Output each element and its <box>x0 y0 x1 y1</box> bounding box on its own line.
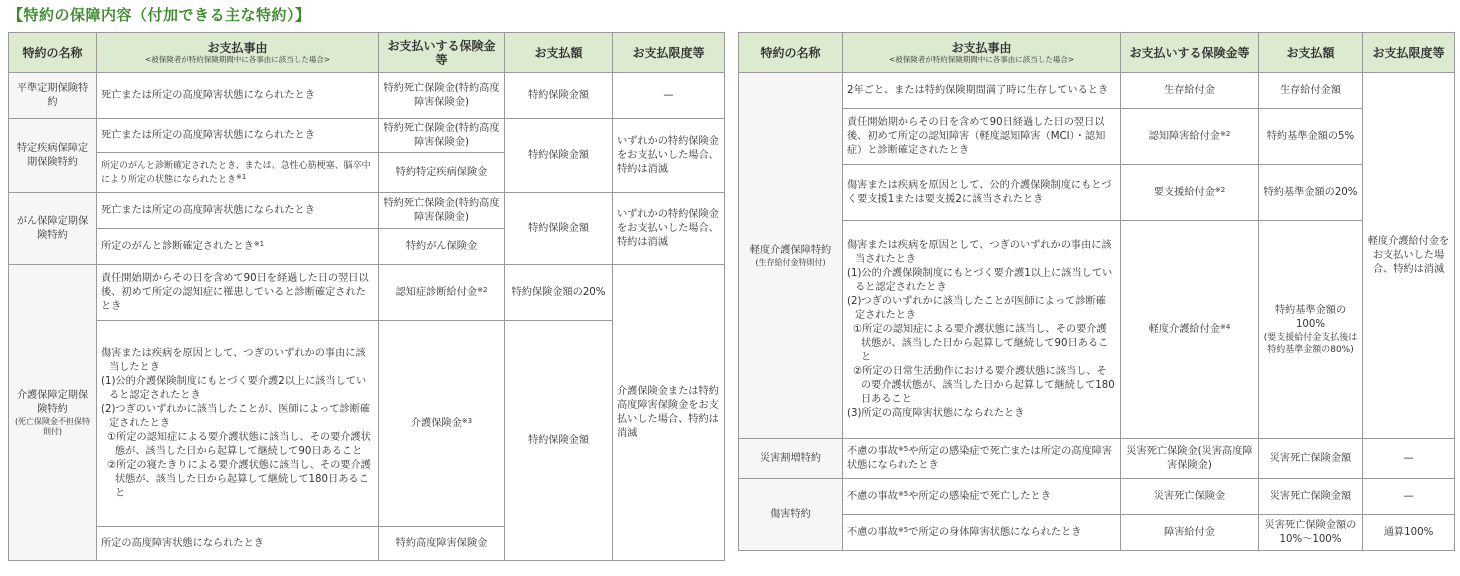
header-limit: お支払限度等 <box>1363 33 1455 73</box>
header-reason: お支払事由 <被保険者が特約保険期間中に各事由に該当した場合> <box>843 33 1121 73</box>
limit-cell: — <box>613 73 725 119</box>
limit-cell: 介護保険金または特約高度障害保険金をお支払いした場合、特約は消滅 <box>613 265 725 561</box>
right-rider-table <box>738 32 1455 551</box>
table-row <box>739 479 1455 515</box>
rider-name: 介護保障定期保険特約 (死亡保険金不担保特則付) <box>9 265 97 561</box>
reason-cell: 傷害または疾病を原因として、公的介護保険制度にもとづく要支援1または要支援2に該当されたとき <box>843 165 1121 221</box>
amount-cell: 生存給付金額 <box>1259 73 1363 109</box>
reason-cell: 不慮の事故$^{※5}$で所定の身体障害状態になられたとき <box>843 515 1121 551</box>
benefit-cell: 災害死亡保険金 <box>1121 479 1259 515</box>
reason-cell: 2年ごと、または特約保険期間満了時に生存しているとき <box>843 73 1121 109</box>
benefit-cell: 災害死亡保険金(災害高度障害保険金) <box>1121 439 1259 479</box>
amount-cell: 災害死亡保険金額 <box>1259 479 1363 515</box>
rider-name: 特定疾病保障定期保険特約 <box>9 119 97 193</box>
header-reason-sub: <被保険者が特約保険期間中に各事由に該当した場合> <box>888 54 1075 64</box>
rider-name: 傷害特約 <box>739 479 843 551</box>
amount-cell: 特約基準金額の20% <box>1259 165 1363 221</box>
limit-cell: いずれかの特約保険金をお支払いした場合、特約は消滅 <box>613 119 725 193</box>
benefit-cell: 軽度介護給付金$^{※4}$ <box>1121 221 1259 439</box>
header-reason: お支払事由 <被保険者が特約保険期間中に各事由に該当した場合> <box>97 33 379 73</box>
benefit-cell: 特約高度障害保険金 <box>379 527 505 561</box>
header-amount: お支払額 <box>1259 33 1363 73</box>
table-row <box>739 73 1455 109</box>
table-row <box>9 119 725 153</box>
reason-cell: 不慮の事故$^{※5}$や所定の感染症で死亡または所定の高度障害状態になられたとき <box>843 439 1121 479</box>
benefit-cell: 介護保険金$^{※3}$ <box>379 321 505 527</box>
header-benefit: お支払いする保険金等 <box>1121 33 1259 73</box>
header-benefit: お支払いする保険金等 <box>379 33 505 73</box>
table-row <box>739 165 1455 221</box>
reason-cell: 所定のがんと診断確定されたとき$^{※1}$ <box>97 229 379 265</box>
table-row <box>739 109 1455 165</box>
amount-cell: 特約基準金額の100% (要支援給付金支払後は特約基準金額の80%) <box>1259 221 1363 439</box>
benefit-cell: 生存給付金 <box>1121 73 1259 109</box>
amount-cell: 災害死亡保険金額の10%〜100% <box>1259 515 1363 551</box>
benefit-cell: 特約特定疾病保険金 <box>379 153 505 193</box>
table-row <box>739 439 1455 479</box>
table-row <box>9 73 725 119</box>
reason-cell: 所定のがんと診断確定されたとき、または、急性心筋梗塞、脳卒中により所定の状態になられたとき$^{※1}$ <box>97 153 379 193</box>
amount-cell: 特約保険金額 <box>505 119 613 193</box>
reason-cell: 死亡または所定の高度障害状態になられたとき <box>97 119 379 153</box>
header-amount: お支払額 <box>505 33 613 73</box>
rider-name: 軽度介護保障特約 (生存給付金特則付) <box>739 73 843 439</box>
benefit-cell: 特約死亡保険金(特約高度障害保険金) <box>379 73 505 119</box>
benefit-cell: 認知障害給付金$^{※2}$ <box>1121 109 1259 165</box>
benefit-cell: 認知症診断給付金$^{※2}$ <box>379 265 505 321</box>
header-name: 特約の名称 <box>9 33 97 73</box>
amount-cell: 特約保険金額 <box>505 193 613 265</box>
reason-cell: 責任開始期からその日を含めて90日を経過した日の翌日以後、初めて所定の認知症に罹患していると診断確定されたとき <box>97 265 379 321</box>
rider-name: がん保障定期保険特約 <box>9 193 97 265</box>
rider-note: (死亡保険金不担保特則付) <box>14 416 91 436</box>
reason-cell: 所定の高度障害状態になられたとき <box>97 527 379 561</box>
reason-cell: 死亡または所定の高度障害状態になられたとき <box>97 193 379 229</box>
limit-cell: — <box>1363 479 1455 515</box>
header-limit: お支払限度等 <box>613 33 725 73</box>
benefit-cell: 障害給付金 <box>1121 515 1259 551</box>
reason-cell: 責任開始期からその日を含めて90日経過した日の翌日以後、初めて所定の認知障害（軽度認知障害（MCI）・認知症）と診断確定されたとき <box>843 109 1121 165</box>
limit-cell: 軽度介護給付金をお支払いした場合、特約は消滅 <box>1363 73 1455 439</box>
table-row <box>739 221 1455 439</box>
page-title: 【特約の保障内容（付加できる主な特約）】 <box>8 6 311 24</box>
table-row <box>739 515 1455 551</box>
limit-cell: 通算100% <box>1363 515 1455 551</box>
table-row <box>9 193 725 229</box>
amount-cell: 特約保険金額 <box>505 73 613 119</box>
rider-name: 災害割増特約 <box>739 439 843 479</box>
header-name: 特約の名称 <box>739 33 843 73</box>
amount-cell: 特約保険金額の20% <box>505 265 613 321</box>
reason-cell: 死亡または所定の高度障害状態になられたとき <box>97 73 379 119</box>
benefit-cell: 要支援給付金$^{※2}$ <box>1121 165 1259 221</box>
reason-cell: 傷害または疾病を原因として、つぎのいずれかの事由に該当したとき (1)公的介護保険制度にもとづく要介護2以上に該当していると認定されたとき (2)つぎのいずれかに該当したことが、医師によって診断確定されたとき ①所定の認知症による要介護状態に該当し、その要介護状態が、該当した日から起算して継続して90日あること ②所定の寝たきりによる要介護状態に該当し、その要介護状態が、該当した日から起算して継続して180日あること <box>97 321 379 527</box>
amount-note: (要支援給付金支払後は特約基準金額の80%) <box>1263 332 1358 355</box>
benefit-cell: 特約死亡保険金(特約高度障害保険金) <box>379 119 505 153</box>
amount-cell: 特約保険金額 <box>505 321 613 561</box>
amount-cell: 特約基準金額の5% <box>1259 109 1363 165</box>
amount-cell: 災害死亡保険金額 <box>1259 439 1363 479</box>
reason-cell: 傷害または疾病を原因として、つぎのいずれかの事由に該当されたとき (1)公的介護保険制度にもとづく要介護1以上に該当していると認定されたとき (2)つぎのいずれかに該当したことが医師によって診断確定されたとき ①所定の認知症による要介護状態に該当し、その要介護状態が、該当した日から起算して継続して90日あること ②所定の日常生活動作における要介護状態に該当し、その要介護状態が、該当した日から起算して継続して180日あること (3)所定の高度障害状態になられたとき <box>843 221 1121 439</box>
reason-cell: 不慮の事故$^{※5}$や所定の感染症で死亡したとき <box>843 479 1121 515</box>
benefit-cell: 特約死亡保険金(特約高度障害保険金) <box>379 193 505 229</box>
header-reason-sub: <被保険者が特約保険期間中に各事由に該当した場合> <box>144 54 331 64</box>
rider-note: (生存給付金特則付) <box>755 257 826 267</box>
limit-cell: いずれかの特約保険金をお支払いした場合、特約は消滅 <box>613 193 725 265</box>
benefit-cell: 特約がん保険金 <box>379 229 505 265</box>
table-row <box>9 265 725 321</box>
left-rider-table <box>8 32 725 561</box>
limit-cell: — <box>1363 439 1455 479</box>
rider-name: 平準定期保険特約 <box>9 73 97 119</box>
